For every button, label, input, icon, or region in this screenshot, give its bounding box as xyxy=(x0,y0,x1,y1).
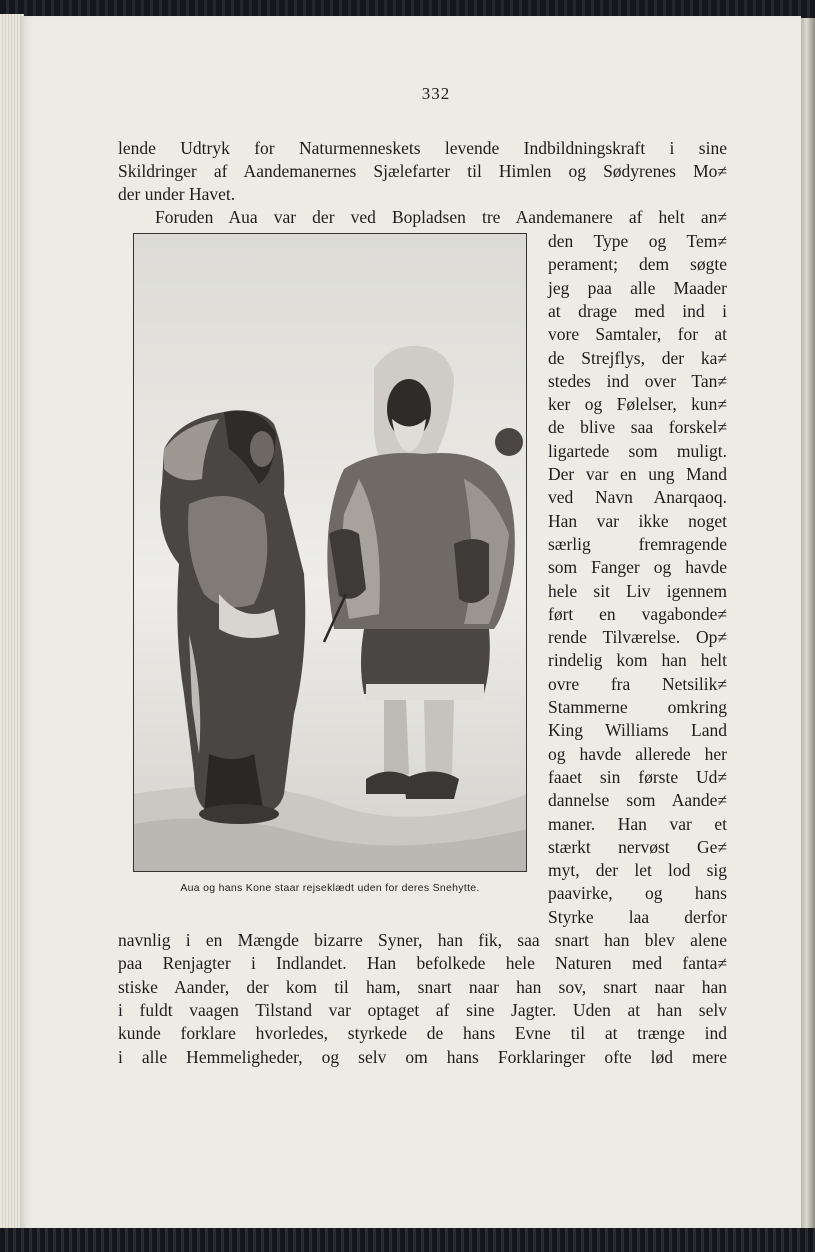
column-text-line: ker og Følelser, kun≠ xyxy=(548,394,727,415)
text-line: navnlig i en Mængde bizarre Syner, han fik, saa snart han blev alene xyxy=(118,930,727,950)
column-text-line: som Fanger og havde xyxy=(548,557,727,578)
column-text-line: Styrke laa derfor xyxy=(548,906,727,927)
column-text-line: at drage med ind i xyxy=(548,300,727,321)
column-text-line: de blive saa forskel≠ xyxy=(548,417,727,438)
column-text-line: stærkt nervøst Ge≠ xyxy=(548,836,727,857)
column-text-line: vore Samtaler, for at xyxy=(548,324,727,345)
column-text-line: Der var en ung Mand xyxy=(548,464,727,484)
column-text-line: faaet sin første Ud≠ xyxy=(548,766,727,787)
column-text-line: Stammerne omkring xyxy=(548,697,727,717)
column-text-line: Han var ikke noget xyxy=(548,510,727,531)
text-line: kunde forklare hvorledes, styrkede de hans Evne til at trænge ind xyxy=(118,1023,727,1044)
column-text-line: paavirke, og hans xyxy=(548,883,727,904)
column-text-line: særlig fremragende xyxy=(548,533,727,554)
text-line: Skildringer af Aandemanernes Sjælefarter til Himlen og Sødyrenes Mo≠ xyxy=(118,161,727,181)
column-text-line: ovre fra Netsilik≠ xyxy=(548,673,727,694)
photo-inuit-couple xyxy=(134,234,527,872)
text-line: paa Renjagter i Indlandet. Han befolkede hele Naturen med fanta≠ xyxy=(118,953,727,974)
column-text-line: dannelse som Aande≠ xyxy=(548,790,727,811)
text-line: lende Udtryk for Naturmenneskets levende Indbildningskraft i sine xyxy=(118,138,727,158)
column-text-line: rende Tilværelse. Op≠ xyxy=(548,627,727,648)
column-text-line: jeg paa alle Maader xyxy=(548,277,727,298)
column-text-line: den Type og Tem≠ xyxy=(548,231,727,251)
column-text-line: ført en vagabonde≠ xyxy=(548,603,727,624)
column-text-line: maner. Han var et xyxy=(548,813,727,834)
page-number: 332 xyxy=(421,84,451,103)
column-text-line: rindelig kom han helt xyxy=(548,650,727,671)
photo-caption: Aua og hans Kone staar rejseklædt uden for deres Snehytte. xyxy=(180,882,480,894)
book-right-edge xyxy=(801,18,815,1228)
column-text-line: perament; dem søgte xyxy=(548,254,727,275)
text-line: i alle Hemmeligheder, og selv om hans Forklaringer ofte lød mere xyxy=(118,1046,727,1067)
column-text-line: og havde allerede her xyxy=(548,743,727,764)
text-line: Foruden Aua var der ved Bopladsen tre Aandemanere af helt an≠ xyxy=(155,207,727,227)
text-line: stiske Aander, der kom til ham, snart naar han sov, snart naar han xyxy=(118,976,727,997)
column-text-line: King Williams Land xyxy=(548,720,727,741)
photograph xyxy=(133,233,527,872)
text-line: der under Havet. xyxy=(118,184,236,204)
book-bottom-edge xyxy=(0,1228,815,1252)
column-text-line: ligartede som muligt. xyxy=(548,440,727,461)
column-text-line: myt, der let lod sig xyxy=(548,860,727,881)
column-text-line: hele sit Liv igennem xyxy=(548,580,727,601)
column-text-line: de Strejflys, der ka≠ xyxy=(548,347,727,368)
text-line: i fuldt vaagen Tilstand var optaget af sine Jagter. Uden at han selv xyxy=(118,999,727,1020)
column-text-line: ved Navn Anarqaoq. xyxy=(548,487,727,508)
column-text-line: stedes ind over Tan≠ xyxy=(548,370,727,391)
